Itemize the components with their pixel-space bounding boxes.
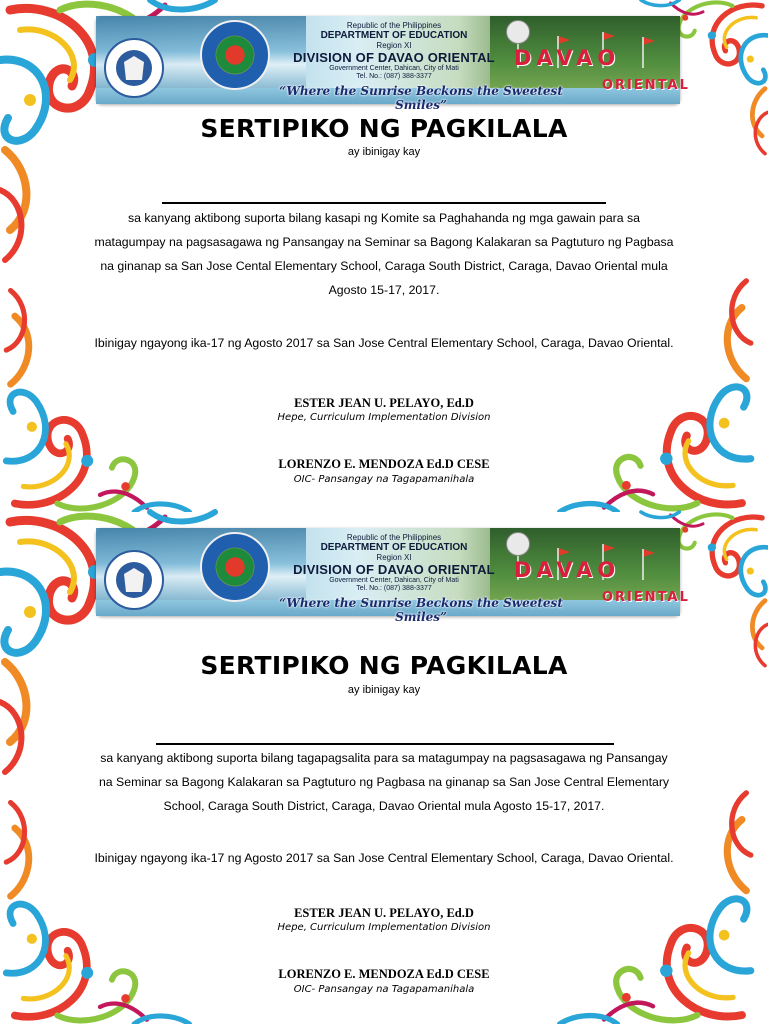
banner-text: [274, 22, 514, 80]
banner-region: Region XI: [376, 41, 412, 50]
paragraph-line: sa kanyang aktibong suporta bilang kasapi ng Komite sa Paghahanda ng mga gawain para sa: [127, 211, 641, 225]
certificate-subtitle: ay ibinigay kay: [347, 684, 421, 696]
banner-tel: Tel. No.: (087) 388-3377: [356, 73, 432, 80]
banner-division: DIVISION OF DAVAO ORIENTAL: [293, 562, 495, 577]
certificate-title: SERTIPIKO NG PAGKILALA: [200, 651, 568, 680]
davao-oriental-seal-icon: [200, 532, 270, 602]
given-date-line: Ibinigay ngayong ika-17 ng Agosto 2017 sa San Jose Central Elementary School, Caraga, Davao Oriental.: [94, 336, 674, 350]
paragraph-line: matagumpay na pagsasagawa ng Pansangay na Seminar sa Bagong Kalakaran sa Pagtuturo ng Pagbasa: [94, 235, 674, 249]
certificate-paragraph: [30, 206, 738, 302]
division-banner: [96, 528, 690, 624]
banner-department: DEPARTMENT OF EDUCATION: [320, 542, 468, 553]
signatory-2-title: OIC- Pansangay na Tagapamanihala: [293, 474, 475, 485]
certificate-paragraph: [30, 746, 738, 818]
banner-republic: Republic of the Philippines: [346, 533, 442, 542]
certificate-subtitle: ay ibinigay kay: [347, 146, 421, 158]
davao-oriental-seal-icon: [200, 20, 270, 90]
division-banner: [96, 16, 690, 112]
banner-davao-word: DAVAO: [514, 46, 621, 70]
paragraph-line: sa kanyang aktibong suporta bilang tagapagsalita para sa matagumpay na pagsasagawa ng Pansangay: [100, 751, 668, 765]
signatory-1-name: ESTER JEAN U. PELAYO, Ed.D: [294, 396, 474, 410]
recipient-name-line: [156, 743, 614, 745]
banner-davao-word: DAVAO: [514, 558, 621, 582]
banner-motto: “Where the Sunrise Beckons the Sweetest Smiles”: [279, 84, 563, 112]
banner-republic: Republic of the Philippines: [346, 21, 442, 30]
certificate-title: SERTIPIKO NG PAGKILALA: [200, 114, 568, 143]
banner-region: Region XI: [376, 553, 412, 562]
signatory-2-name: LORENZO E. MENDOZA Ed.D CESE: [278, 967, 490, 981]
banner-department: DEPARTMENT OF EDUCATION: [320, 30, 468, 41]
banner-address: Government Center, Dahican, City of Mati: [329, 65, 459, 72]
signatory-1-title: Hepe, Curriculum Implementation Division: [277, 922, 491, 933]
signatory-1-name: ESTER JEAN U. PELAYO, Ed.D: [294, 906, 474, 920]
banner-address: Government Center, Dahican, City of Mati: [329, 577, 459, 584]
banner-tel: Tel. No.: (087) 388-3377: [356, 585, 432, 592]
banner-text: [274, 534, 514, 592]
paragraph-line: na Seminar sa Bagong Kalakaran sa Pagtuturo ng Pagbasa na ginanap sa San Jose Central Elementary: [98, 775, 670, 789]
paragraph-line: na ginanap sa San Jose Cental Elementary School, Caraga South District, Caraga, Davao Oriental mula: [100, 259, 668, 273]
paragraph-line: Agosto 15-17, 2017.: [328, 283, 440, 297]
recipient-name-line: [162, 202, 606, 204]
signatory-1-title: Hepe, Curriculum Implementation Division: [277, 412, 491, 423]
signatory-2-title: OIC- Pansangay na Tagapamanihala: [293, 984, 475, 995]
deped-seal-icon: [104, 550, 164, 610]
banner-oriental-word: ORIENTAL: [602, 590, 690, 605]
given-date-line: Ibinigay ngayong ika-17 ng Agosto 2017 sa San Jose Central Elementary School, Caraga, Davao Oriental.: [94, 851, 674, 865]
deped-seal-icon: [104, 38, 164, 98]
paragraph-line: School, Caraga South District, Caraga, Davao Oriental mula Agosto 15-17, 2017.: [163, 799, 605, 813]
certificate-2: [0, 512, 768, 1024]
banner-oriental-word: ORIENTAL: [602, 78, 690, 93]
signatory-2-name: LORENZO E. MENDOZA Ed.D CESE: [278, 457, 490, 471]
banner-motto: “Where the Sunrise Beckons the Sweetest Smiles”: [279, 596, 563, 624]
banner-division: DIVISION OF DAVAO ORIENTAL: [293, 50, 495, 65]
